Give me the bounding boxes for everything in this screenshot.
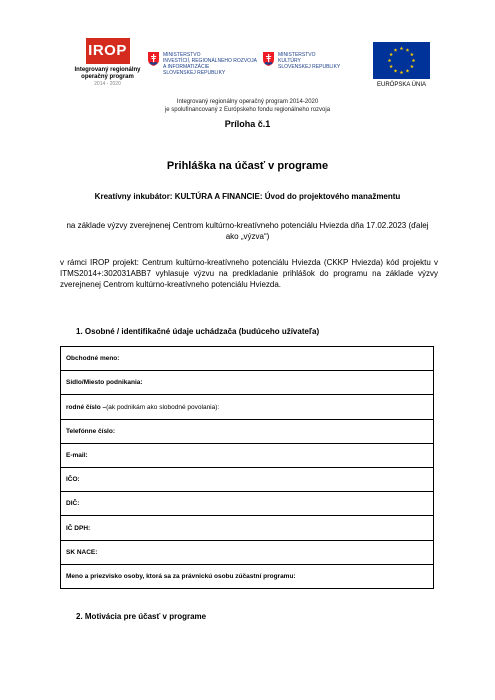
document-title: Prihláška na účasť v programe — [166, 160, 329, 172]
irop-logo-caption: Integrovaný regionálny operačný program — [74, 67, 141, 80]
ministry-culture-logo — [263, 52, 340, 70]
form-row-email[interactable]: E-mail: — [61, 444, 433, 468]
form-row-dic[interactable]: DIČ: — [61, 492, 433, 516]
slovak-crest-icon — [263, 52, 274, 66]
irop-logo-mark: IROP — [86, 38, 130, 64]
ministry2-line2: KULTÚRY — [278, 58, 301, 64]
call-basis: na základe výzvy zverejnenej Centrom kultúrno-kreatívneho potenciálu Hviezda dňa 17.02.2023 (ďalej ako „výzva“) — [66, 221, 429, 241]
ministry1-line1: MINISTERSTVO — [163, 52, 201, 58]
ministry1-line3: A INFORMATIZÁCIE — [163, 64, 210, 70]
form-row-representative[interactable]: Meno a priezvisko osoby, ktorá sa za právnickú osobu zúčastní programu: — [66, 572, 296, 580]
eu-caption: EURÓPSKA ÚNIA — [376, 82, 426, 88]
ministry-investment-logo — [148, 52, 257, 76]
eu-flag-icon — [373, 42, 430, 79]
form-row-ico[interactable]: IČO: — [61, 468, 433, 492]
cofinancing-line1: Integrovaný regionálny operačný program 2014-2020 — [176, 99, 319, 105]
program-subtitle: Kreatívny inkubátor: KULTÚRA A FINANCIE: Úvod do projektového manažmentu — [94, 192, 401, 201]
cofinancing-note — [0, 98, 495, 114]
form-row-sk-nace[interactable]: SK NACE: — [61, 541, 433, 565]
form-row-phone[interactable]: Telefónne číslo: — [61, 420, 433, 444]
ministry2-line3: SLOVENSKEJ REPUBLIKY — [278, 64, 341, 70]
eu-logo — [373, 42, 430, 88]
applicant-form-table — [60, 346, 434, 589]
annex-label: Príloha č.1 — [224, 119, 271, 129]
slovak-crest-icon — [148, 52, 159, 66]
form-row-ic-dph[interactable]: IČ DPH: — [61, 516, 433, 540]
form-row-registered-office[interactable]: Sídlo/Miesto podnikania: — [61, 371, 433, 395]
intro-paragraph: v rámci IROP projekt: Centrum kultúrno-kreatívneho potenciálu Hviezda (CKKP Hviezda) kód projektu v ITMS2014+:302031ABB7 vyhlasuje výzvu na predkladanie prihlášok do programu na základe výzvy zverejnenej Centrom kultúrno-kreatívneho potenciálu Hviezda. — [60, 258, 438, 289]
irop-logo — [70, 38, 145, 87]
ministry1-line2: INVESTÍCIÍ, REGIONÁLNEHO ROZVOJA — [163, 58, 257, 64]
form-row-birth-number[interactable]: rodné číslo – (ak podnikám ako slobodné povolania): — [61, 395, 433, 419]
irop-logo-years: 2014 - 2020 — [94, 81, 121, 87]
form-row-business-name[interactable]: Obchodné meno: — [61, 347, 433, 371]
ministry2-line1: MINISTERSTVO — [278, 52, 316, 58]
ministry1-line4: SLOVENSKEJ REPUBLIKY — [163, 70, 226, 76]
cofinancing-line2: je spolufinancovaný z Európskeho fondu regionálneho rozvoja — [164, 107, 331, 113]
section-personal-data-heading: 1. Osobné / identifikačné údaje uchádzača (budúceho užívateľa) — [76, 327, 320, 336]
section-motivation-heading: 2. Motivácia pre účasť v programe — [76, 612, 207, 621]
